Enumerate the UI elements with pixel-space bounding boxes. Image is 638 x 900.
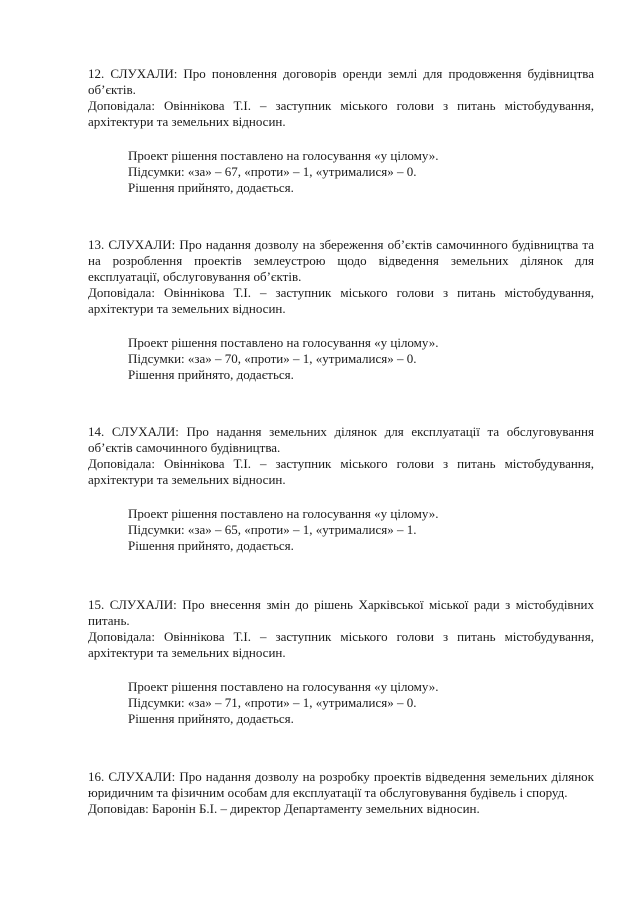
- speaker-paragraph: Доповідала: Овіннікова Т.І. – заступник міського голови з питань містобудування, архітектури та земельних відносин.: [88, 456, 594, 487]
- agenda-item-14: [88, 424, 594, 554]
- heard-paragraph: 13. СЛУХАЛИ: Про надання дозволу на збереження об’єктів самочинного будівництва та на розроблення проектів землеустрою щодо відведення земельних ділянок для експлуатації, обслуговування об’єктів.: [88, 237, 594, 284]
- vote-results-line: Підсумки: «за» – 65, «проти» – 1, «утрималися» – 1.: [128, 522, 417, 537]
- vote-block: [128, 148, 594, 196]
- decision-line: Рішення прийнято, додається.: [128, 367, 294, 382]
- heard-paragraph: 14. СЛУХАЛИ: Про надання земельних ділянок для експлуатації та обслуговування об’єктів самочинного будівництва.: [88, 424, 594, 455]
- heard-paragraph: 15. СЛУХАЛИ: Про внесення змін до рішень Харківської міської ради з містобудівних питань.: [88, 597, 594, 628]
- decision-line: Рішення прийнято, додається.: [128, 538, 294, 553]
- vote-block: [128, 506, 594, 554]
- decision-line: Рішення прийнято, додається.: [128, 180, 294, 195]
- vote-put-line: Проект рішення поставлено на голосування «у цілому».: [128, 506, 439, 521]
- vote-put-line: Проект рішення поставлено на голосування «у цілому».: [128, 148, 439, 163]
- speaker-paragraph: Доповідала: Овіннікова Т.І. – заступник міського голови з питань містобудування, архітектури та земельних відносин.: [88, 629, 594, 660]
- vote-block: [128, 335, 594, 383]
- vote-results-line: Підсумки: «за» – 70, «проти» – 1, «утрималися» – 0.: [128, 351, 417, 366]
- vote-block: [128, 679, 594, 727]
- vote-results-line: Підсумки: «за» – 67, «проти» – 1, «утрималися» – 0.: [128, 164, 417, 179]
- vote-put-line: Проект рішення поставлено на голосування «у цілому».: [128, 335, 439, 350]
- agenda-item-15: [88, 597, 594, 727]
- agenda-item-13: [88, 237, 594, 383]
- heard-paragraph: 16. СЛУХАЛИ: Про надання дозволу на розробку проектів відведення земельних ділянок юридичним та фізичним особам для експлуатації та обслуговування будівель і споруд.: [88, 769, 594, 800]
- agenda-item-12: [88, 66, 594, 196]
- decision-line: Рішення прийнято, додається.: [128, 711, 294, 726]
- heard-paragraph: 12. СЛУХАЛИ: Про поновлення договорів оренди землі для продовження будівництва об’єктів.: [88, 66, 594, 97]
- speaker-paragraph: Доповідала: Овіннікова Т.І. – заступник міського голови з питань містобудування, архітектури та земельних відносин.: [88, 285, 594, 316]
- speaker-paragraph: Доповідав: Баронін Б.І. – директор Департаменту земельних відносин.: [88, 801, 480, 816]
- vote-put-line: Проект рішення поставлено на голосування «у цілому».: [128, 679, 439, 694]
- vote-results-line: Підсумки: «за» – 71, «проти» – 1, «утрималися» – 0.: [128, 695, 417, 710]
- agenda-item-16: [88, 769, 594, 817]
- speaker-paragraph: Доповідала: Овіннікова Т.І. – заступник міського голови з питань містобудування, архітектури та земельних відносин.: [88, 98, 594, 129]
